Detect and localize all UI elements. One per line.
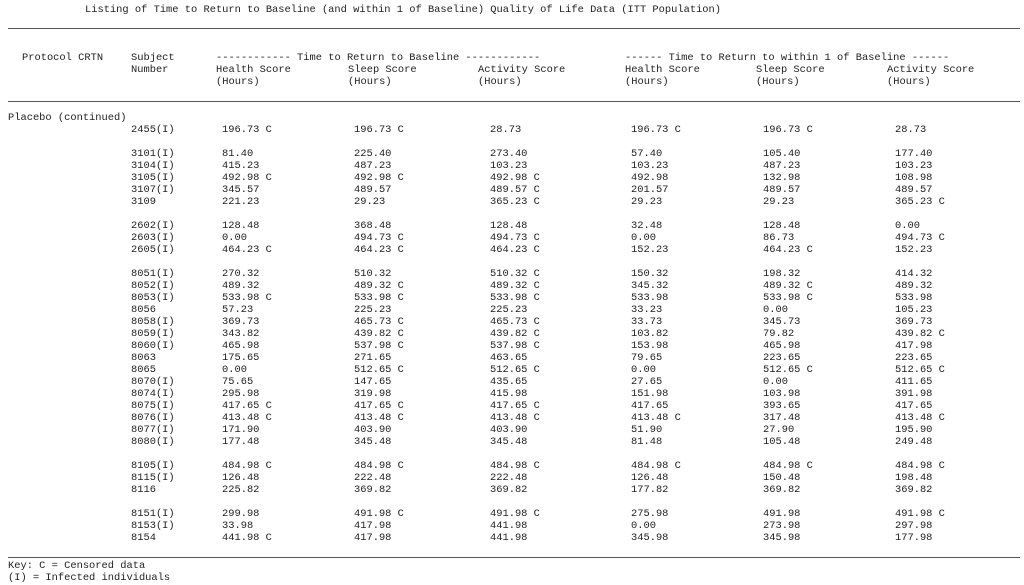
sleep-to-baseline-cell: 369.82 xyxy=(354,484,392,496)
health-to-baseline-cell: 33.98 xyxy=(222,520,254,532)
activity-within-1-cell: 417.65 xyxy=(895,400,933,412)
health-to-baseline-cell: 415.23 xyxy=(222,160,260,172)
sleep-within-1-cell: 273.98 xyxy=(763,520,801,532)
activity-within-1-cell: 103.23 xyxy=(895,160,933,172)
health-to-baseline-cell: 175.65 xyxy=(222,352,260,364)
subject-number-cell: 8056 xyxy=(131,304,156,316)
health-within-1-cell: 152.23 xyxy=(631,244,669,256)
health-within-1-cell: 79.65 xyxy=(631,352,663,364)
health-within-1-cell: 533.98 xyxy=(631,292,669,304)
health-within-1-cell: 27.65 xyxy=(631,376,663,388)
health-within-1-cell: 151.98 xyxy=(631,388,669,400)
activity-within-1-cell: 195.90 xyxy=(895,424,933,436)
table-row xyxy=(0,520,1024,532)
health-to-baseline-cell: 0.00 xyxy=(222,232,247,244)
sleep-within-1-cell: 29.23 xyxy=(763,196,795,208)
table-row xyxy=(0,268,1024,280)
activity-within-1-cell: 105.23 xyxy=(895,304,933,316)
table-row xyxy=(0,160,1024,172)
health-to-baseline-cell: 128.48 xyxy=(222,220,260,232)
activity-to-baseline-cell: 225.23 xyxy=(490,304,528,316)
subject-number-cell: 8065 xyxy=(131,364,156,376)
activity-within-1-cell: 391.98 xyxy=(895,388,933,400)
table-row xyxy=(0,472,1024,484)
activity-header-1: Activity Score xyxy=(478,64,566,76)
health-unit-1: (Hours) xyxy=(216,76,260,88)
activity-to-baseline-cell: 512.65 C xyxy=(490,364,540,376)
activity-to-baseline-cell: 489.32 C xyxy=(490,280,540,292)
activity-to-baseline-cell: 28.73 xyxy=(490,124,522,136)
health-within-1-cell: 32.48 xyxy=(631,220,663,232)
health-to-baseline-cell: 75.65 xyxy=(222,376,254,388)
table-row xyxy=(0,532,1024,544)
health-to-baseline-cell: 464.23 C xyxy=(222,244,272,256)
sleep-to-baseline-cell: 492.98 C xyxy=(354,172,404,184)
health-within-1-cell: 150.32 xyxy=(631,268,669,280)
subject-number-cell: 8154 xyxy=(131,532,156,544)
subject-number-cell: 8153(I) xyxy=(131,520,175,532)
sleep-to-baseline-cell: 510.32 xyxy=(354,268,392,280)
health-to-baseline-cell: 489.32 xyxy=(222,280,260,292)
activity-within-1-cell: 369.73 xyxy=(895,316,933,328)
activity-to-baseline-cell: 345.48 xyxy=(490,436,528,448)
sleep-within-1-cell: 393.65 xyxy=(763,400,801,412)
table-row xyxy=(0,304,1024,316)
subject-number-cell: 8059(I) xyxy=(131,328,175,340)
subject-number-cell: 3105(I) xyxy=(131,172,175,184)
activity-within-1-cell: 494.73 C xyxy=(895,232,945,244)
subject-number-cell: 8115(I) xyxy=(131,472,175,484)
subject-number-cell: 8058(I) xyxy=(131,316,175,328)
activity-to-baseline-cell: 128.48 xyxy=(490,220,528,232)
sleep-to-baseline-cell: 489.32 C xyxy=(354,280,404,292)
sleep-to-baseline-cell: 196.73 C xyxy=(354,124,404,136)
activity-to-baseline-cell: 492.98 C xyxy=(490,172,540,184)
sleep-to-baseline-cell: 271.65 xyxy=(354,352,392,364)
subject-number-cell: 8116 xyxy=(131,484,156,496)
table-row xyxy=(0,232,1024,244)
activity-to-baseline-cell: 491.98 C xyxy=(490,508,540,520)
subject-number-cell: 8105(I) xyxy=(131,460,175,472)
sleep-to-baseline-cell: 319.98 xyxy=(354,388,392,400)
activity-to-baseline-cell: 417.65 C xyxy=(490,400,540,412)
subject-number-cell: 8077(I) xyxy=(131,424,175,436)
sleep-to-baseline-cell: 368.48 xyxy=(354,220,392,232)
activity-within-1-cell: 177.40 xyxy=(895,148,933,160)
health-within-1-cell: 201.57 xyxy=(631,184,669,196)
health-to-baseline-cell: 441.98 C xyxy=(222,532,272,544)
health-to-baseline-cell: 343.82 xyxy=(222,328,260,340)
health-within-1-cell: 345.32 xyxy=(631,280,669,292)
sleep-within-1-cell: 369.82 xyxy=(763,484,801,496)
health-within-1-cell: 275.98 xyxy=(631,508,669,520)
table-row xyxy=(0,340,1024,352)
sleep-to-baseline-cell: 512.65 C xyxy=(354,364,404,376)
subject-number-cell: 2455(I) xyxy=(131,124,175,136)
health-to-baseline-cell: 492.98 C xyxy=(222,172,272,184)
subject-number-cell: 8080(I) xyxy=(131,436,175,448)
health-to-baseline-cell: 221.23 xyxy=(222,196,260,208)
sleep-header-1: Sleep Score xyxy=(348,64,417,76)
subject-number-cell: 2605(I) xyxy=(131,244,175,256)
activity-to-baseline-cell: 463.65 xyxy=(490,352,528,364)
sleep-to-baseline-cell: 537.98 C xyxy=(354,340,404,352)
health-within-1-cell: 0.00 xyxy=(631,520,656,532)
sleep-to-baseline-cell: 225.40 xyxy=(354,148,392,160)
sleep-within-1-cell: 487.23 xyxy=(763,160,801,172)
sleep-to-baseline-cell: 222.48 xyxy=(354,472,392,484)
activity-within-1-cell: 198.48 xyxy=(895,472,933,484)
sleep-within-1-cell: 103.98 xyxy=(763,388,801,400)
table-row xyxy=(0,280,1024,292)
activity-within-1-cell: 484.98 C xyxy=(895,460,945,472)
sleep-to-baseline-cell: 487.23 xyxy=(354,160,392,172)
activity-within-1-cell: 28.73 xyxy=(895,124,927,136)
subject-header-line1: Subject xyxy=(131,52,175,64)
sleep-to-baseline-cell: 417.98 xyxy=(354,520,392,532)
health-to-baseline-cell: 0.00 xyxy=(222,364,247,376)
activity-header-2: Activity Score xyxy=(887,64,975,76)
subject-number-cell: 3107(I) xyxy=(131,184,175,196)
sleep-to-baseline-cell: 345.48 xyxy=(354,436,392,448)
sleep-to-baseline-cell: 413.48 C xyxy=(354,412,404,424)
health-to-baseline-cell: 270.32 xyxy=(222,268,260,280)
sleep-to-baseline-cell: 417.65 C xyxy=(354,400,404,412)
sleep-within-1-cell: 105.40 xyxy=(763,148,801,160)
sleep-within-1-cell: 0.00 xyxy=(763,304,788,316)
table-row xyxy=(0,352,1024,364)
health-to-baseline-cell: 413.48 C xyxy=(222,412,272,424)
activity-to-baseline-cell: 510.32 C xyxy=(490,268,540,280)
activity-to-baseline-cell: 103.23 xyxy=(490,160,528,172)
health-within-1-cell: 177.82 xyxy=(631,484,669,496)
health-within-1-cell: 413.48 C xyxy=(631,412,681,424)
activity-to-baseline-cell: 369.82 xyxy=(490,484,528,496)
key-line-2: (I) = Infected individuals xyxy=(8,572,171,584)
table-row xyxy=(0,436,1024,448)
table-row xyxy=(0,328,1024,340)
health-unit-2: (Hours) xyxy=(625,76,669,88)
sleep-within-1-cell: 79.82 xyxy=(763,328,795,340)
activity-to-baseline-cell: 484.98 C xyxy=(490,460,540,472)
health-to-baseline-cell: 369.73 xyxy=(222,316,260,328)
health-within-1-cell: 492.98 xyxy=(631,172,669,184)
activity-to-baseline-cell: 365.23 C xyxy=(490,196,540,208)
activity-within-1-cell: 439.82 C xyxy=(895,328,945,340)
protocol-header: Protocol CRTN xyxy=(22,52,104,64)
activity-within-1-cell: 0.00 xyxy=(895,220,920,232)
activity-within-1-cell: 108.98 xyxy=(895,172,933,184)
activity-to-baseline-cell: 413.48 C xyxy=(490,412,540,424)
sleep-within-1-cell: 489.32 C xyxy=(763,280,813,292)
table-row xyxy=(0,400,1024,412)
health-within-1-cell: 0.00 xyxy=(631,232,656,244)
group-header-within1: ------ Time to Return to within 1 of Baseline ------ xyxy=(625,52,950,64)
table-row xyxy=(0,292,1024,304)
health-within-1-cell: 126.48 xyxy=(631,472,669,484)
subject-number-cell: 8075(I) xyxy=(131,400,175,412)
subject-number-cell: 8151(I) xyxy=(131,508,175,520)
sleep-within-1-cell: 196.73 C xyxy=(763,124,813,136)
table-row xyxy=(0,364,1024,376)
activity-to-baseline-cell: 465.73 C xyxy=(490,316,540,328)
sleep-within-1-cell: 128.48 xyxy=(763,220,801,232)
subject-header-line2: Number xyxy=(131,64,169,76)
health-within-1-cell: 33.73 xyxy=(631,316,663,328)
key-legend xyxy=(8,560,170,584)
sleep-to-baseline-cell: 484.98 C xyxy=(354,460,404,472)
subject-number-cell: 3109 xyxy=(131,196,156,208)
table-row xyxy=(0,244,1024,256)
sleep-to-baseline-cell: 533.98 C xyxy=(354,292,404,304)
sleep-within-1-cell: 0.00 xyxy=(763,376,788,388)
sleep-within-1-cell: 465.98 xyxy=(763,340,801,352)
sleep-within-1-cell: 345.73 xyxy=(763,316,801,328)
sleep-within-1-cell: 533.98 C xyxy=(763,292,813,304)
health-within-1-cell: 417.65 xyxy=(631,400,669,412)
table-row xyxy=(0,376,1024,388)
subject-number-cell: 2602(I) xyxy=(131,220,175,232)
sleep-within-1-cell: 491.98 xyxy=(763,508,801,520)
subject-number-cell: 3104(I) xyxy=(131,160,175,172)
table-row xyxy=(0,172,1024,184)
activity-to-baseline-cell: 533.98 C xyxy=(490,292,540,304)
activity-within-1-cell: 417.98 xyxy=(895,340,933,352)
health-within-1-cell: 153.98 xyxy=(631,340,669,352)
health-to-baseline-cell: 171.90 xyxy=(222,424,260,436)
sleep-to-baseline-cell: 465.73 C xyxy=(354,316,404,328)
sleep-to-baseline-cell: 29.23 xyxy=(354,196,386,208)
activity-within-1-cell: 489.57 xyxy=(895,184,933,196)
activity-within-1-cell: 491.98 C xyxy=(895,508,945,520)
health-within-1-cell: 103.82 xyxy=(631,328,669,340)
activity-within-1-cell: 512.65 C xyxy=(895,364,945,376)
activity-unit-1: (Hours) xyxy=(478,76,522,88)
sleep-to-baseline-cell: 417.98 xyxy=(354,532,392,544)
sleep-to-baseline-cell: 494.73 C xyxy=(354,232,404,244)
sleep-within-1-cell: 317.48 xyxy=(763,412,801,424)
activity-to-baseline-cell: 489.57 C xyxy=(490,184,540,196)
activity-to-baseline-cell: 441.98 xyxy=(490,520,528,532)
sleep-to-baseline-cell: 403.90 xyxy=(354,424,392,436)
activity-within-1-cell: 411.65 xyxy=(895,376,933,388)
table-row xyxy=(0,508,1024,520)
health-to-baseline-cell: 417.65 C xyxy=(222,400,272,412)
table-row xyxy=(0,484,1024,496)
activity-to-baseline-cell: 494.73 C xyxy=(490,232,540,244)
table-row xyxy=(0,220,1024,232)
activity-within-1-cell: 223.65 xyxy=(895,352,933,364)
sleep-within-1-cell: 223.65 xyxy=(763,352,801,364)
health-within-1-cell: 484.98 C xyxy=(631,460,681,472)
sleep-within-1-cell: 150.48 xyxy=(763,472,801,484)
top-rule xyxy=(8,28,1020,29)
activity-to-baseline-cell: 435.65 xyxy=(490,376,528,388)
health-to-baseline-cell: 299.98 xyxy=(222,508,260,520)
sleep-unit-2: (Hours) xyxy=(756,76,800,88)
health-to-baseline-cell: 196.73 C xyxy=(222,124,272,136)
activity-within-1-cell: 152.23 xyxy=(895,244,933,256)
activity-to-baseline-cell: 464.23 C xyxy=(490,244,540,256)
activity-to-baseline-cell: 222.48 xyxy=(490,472,528,484)
key-line-1: Key: C = Censored data xyxy=(8,560,146,572)
health-to-baseline-cell: 465.98 xyxy=(222,340,260,352)
health-to-baseline-cell: 57.23 xyxy=(222,304,254,316)
health-to-baseline-cell: 345.57 xyxy=(222,184,260,196)
table-row xyxy=(0,184,1024,196)
sleep-within-1-cell: 489.57 xyxy=(763,184,801,196)
table-row xyxy=(0,196,1024,208)
health-within-1-cell: 33.23 xyxy=(631,304,663,316)
health-within-1-cell: 57.40 xyxy=(631,148,663,160)
activity-unit-2: (Hours) xyxy=(887,76,931,88)
subject-number-cell: 8070(I) xyxy=(131,376,175,388)
sleep-to-baseline-cell: 489.57 xyxy=(354,184,392,196)
sleep-within-1-cell: 464.23 C xyxy=(763,244,813,256)
activity-within-1-cell: 365.23 C xyxy=(895,196,945,208)
subject-number-cell: 8051(I) xyxy=(131,268,175,280)
activity-to-baseline-cell: 441.98 xyxy=(490,532,528,544)
activity-within-1-cell: 414.32 xyxy=(895,268,933,280)
activity-within-1-cell: 249.48 xyxy=(895,436,933,448)
subject-number-cell: 2603(I) xyxy=(131,232,175,244)
subject-number-cell: 8060(I) xyxy=(131,340,175,352)
subject-number-cell: 8063 xyxy=(131,352,156,364)
sleep-to-baseline-cell: 464.23 C xyxy=(354,244,404,256)
activity-within-1-cell: 533.98 xyxy=(895,292,933,304)
health-to-baseline-cell: 295.98 xyxy=(222,388,260,400)
activity-to-baseline-cell: 415.98 xyxy=(490,388,528,400)
sleep-within-1-cell: 105.48 xyxy=(763,436,801,448)
subject-number-cell: 8052(I) xyxy=(131,280,175,292)
subject-number-cell: 3101(I) xyxy=(131,148,175,160)
sleep-within-1-cell: 86.73 xyxy=(763,232,795,244)
sleep-to-baseline-cell: 491.98 C xyxy=(354,508,404,520)
table-row xyxy=(0,424,1024,436)
health-header-2: Health Score xyxy=(625,64,700,76)
page-title: Listing of Time to Return to Baseline (and within 1 of Baseline) Quality of Life Data (ITT Population) xyxy=(85,4,722,16)
table-row xyxy=(0,412,1024,424)
table-row xyxy=(0,316,1024,328)
activity-to-baseline-cell: 537.98 C xyxy=(490,340,540,352)
health-to-baseline-cell: 177.48 xyxy=(222,436,260,448)
sleep-within-1-cell: 27.90 xyxy=(763,424,795,436)
sleep-within-1-cell: 512.65 C xyxy=(763,364,813,376)
health-within-1-cell: 345.98 xyxy=(631,532,669,544)
subject-number-cell: 8074(I) xyxy=(131,388,175,400)
health-header-1: Health Score xyxy=(216,64,291,76)
header-rule xyxy=(8,101,1020,102)
sleep-header-2: Sleep Score xyxy=(756,64,825,76)
bottom-rule xyxy=(8,557,1020,558)
health-within-1-cell: 103.23 xyxy=(631,160,669,172)
table-row xyxy=(0,148,1024,160)
sleep-within-1-cell: 132.98 xyxy=(763,172,801,184)
activity-within-1-cell: 177.98 xyxy=(895,532,933,544)
health-within-1-cell: 51.90 xyxy=(631,424,663,436)
sleep-unit-1: (Hours) xyxy=(348,76,392,88)
activity-to-baseline-cell: 403.90 xyxy=(490,424,528,436)
activity-within-1-cell: 489.32 xyxy=(895,280,933,292)
health-within-1-cell: 81.48 xyxy=(631,436,663,448)
subject-number-cell: 8053(I) xyxy=(131,292,175,304)
activity-to-baseline-cell: 439.82 C xyxy=(490,328,540,340)
subject-number-cell: 8076(I) xyxy=(131,412,175,424)
table-row xyxy=(0,124,1024,136)
group-header-baseline: ------------ Time to Return to Baseline ------------ xyxy=(216,52,541,64)
sleep-to-baseline-cell: 439.82 C xyxy=(354,328,404,340)
activity-within-1-cell: 413.48 C xyxy=(895,412,945,424)
health-to-baseline-cell: 225.82 xyxy=(222,484,260,496)
health-to-baseline-cell: 81.40 xyxy=(222,148,254,160)
health-to-baseline-cell: 533.98 C xyxy=(222,292,272,304)
activity-to-baseline-cell: 273.40 xyxy=(490,148,528,160)
health-to-baseline-cell: 484.98 C xyxy=(222,460,272,472)
activity-within-1-cell: 369.82 xyxy=(895,484,933,496)
table-row xyxy=(0,460,1024,472)
section-label: Placebo (continued) xyxy=(8,112,127,124)
sleep-within-1-cell: 345.98 xyxy=(763,532,801,544)
health-to-baseline-cell: 126.48 xyxy=(222,472,260,484)
sleep-within-1-cell: 198.32 xyxy=(763,268,801,280)
health-within-1-cell: 29.23 xyxy=(631,196,663,208)
activity-within-1-cell: 297.98 xyxy=(895,520,933,532)
table-row xyxy=(0,388,1024,400)
health-within-1-cell: 0.00 xyxy=(631,364,656,376)
health-within-1-cell: 196.73 C xyxy=(631,124,681,136)
sleep-within-1-cell: 484.98 C xyxy=(763,460,813,472)
sleep-to-baseline-cell: 225.23 xyxy=(354,304,392,316)
sleep-to-baseline-cell: 147.65 xyxy=(354,376,392,388)
